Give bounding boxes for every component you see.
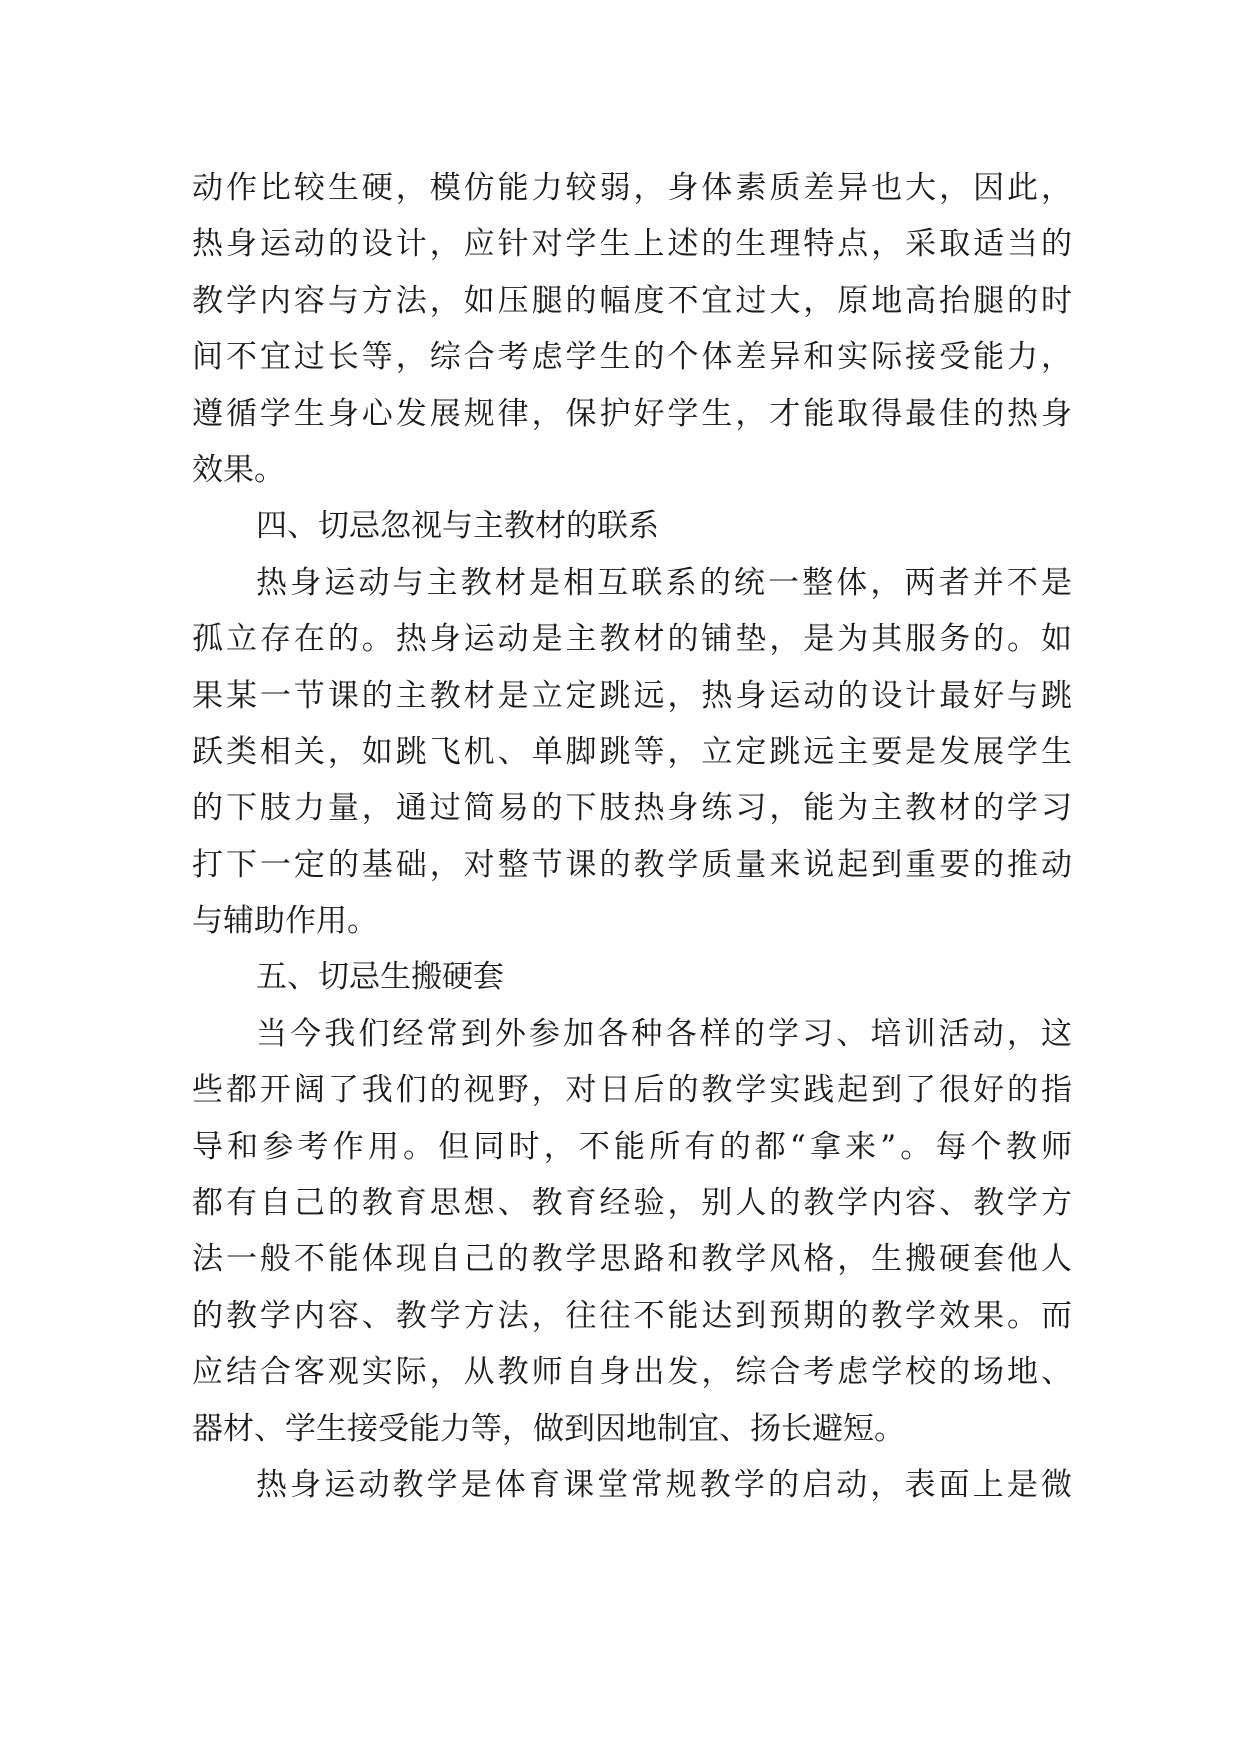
text-line: 四、切忌忽视与主教材的联系: [256, 508, 659, 545]
text-line: 遵循学生身心发展规律，保护好学生，才能取得最佳的热身: [192, 395, 1072, 432]
text-line: 都有自己的教育思想、教育经验，别人的教学内容、教学方: [192, 1185, 1072, 1222]
text-line: 些都开阔了我们的视野，对日后的教学实践起到了很好的指: [192, 1072, 1072, 1109]
text-line: 热身运动教学是体育课堂常规教学的启动，表面上是微: [256, 1466, 1072, 1503]
text-line: 教学内容与方法，如压腿的幅度不宜过大，原地高抬腿的时: [192, 282, 1072, 319]
body-text: [192, 160, 1072, 1513]
text-line: 法一般不能体现自己的教学思路和教学风格，生搬硬套他人: [192, 1241, 1072, 1278]
text-line: 效果。: [192, 451, 285, 488]
text-line: 五、切忌生搬硬套: [256, 959, 504, 996]
text-line: 热身运动的设计，应针对学生上述的生理特点，采取适当的: [192, 226, 1072, 263]
text-line: 打下一定的基础，对整节课的教学质量来说起到重要的推动: [192, 846, 1072, 883]
text-line: 的教学内容、教学方法，往往不能达到预期的教学效果。而: [192, 1297, 1072, 1334]
text-line: 间不宜过长等，综合考虑学生的个体差异和实际接受能力，: [192, 339, 1072, 376]
text-line: 应结合客观实际，从教师自身出发，综合考虑学校的场地、: [192, 1354, 1072, 1391]
text-line: 孤立存在的。热身运动是主教材的铺垫，是为其服务的。如: [192, 621, 1072, 658]
text-line: 与辅助作用。: [192, 903, 378, 940]
text-line: 当今我们经常到外参加各种各样的学习、培训活动，这: [256, 1015, 1072, 1052]
text-line: 果某一节课的主教材是立定跳远，热身运动的设计最好与跳: [192, 677, 1072, 714]
text-line: 的下肢力量，通过简易的下肢热身练习，能为主教材的学习: [192, 790, 1072, 827]
text-line: 动作比较生硬，模仿能力较弱，身体素质差异也大，因此，: [192, 170, 1072, 206]
text-line: 跃类相关，如跳飞机、单脚跳等，立定跳远主要是发展学生: [192, 733, 1072, 770]
text-line: 器材、学生接受能力等，做到因地制宜、扬长避短。: [192, 1410, 905, 1447]
text-line: 热身运动与主教材是相互联系的统一整体，两者并不是: [256, 564, 1072, 601]
text-line: 导和参考作用。但同时，不能所有的都“拿来”。每个教师: [192, 1128, 1072, 1165]
